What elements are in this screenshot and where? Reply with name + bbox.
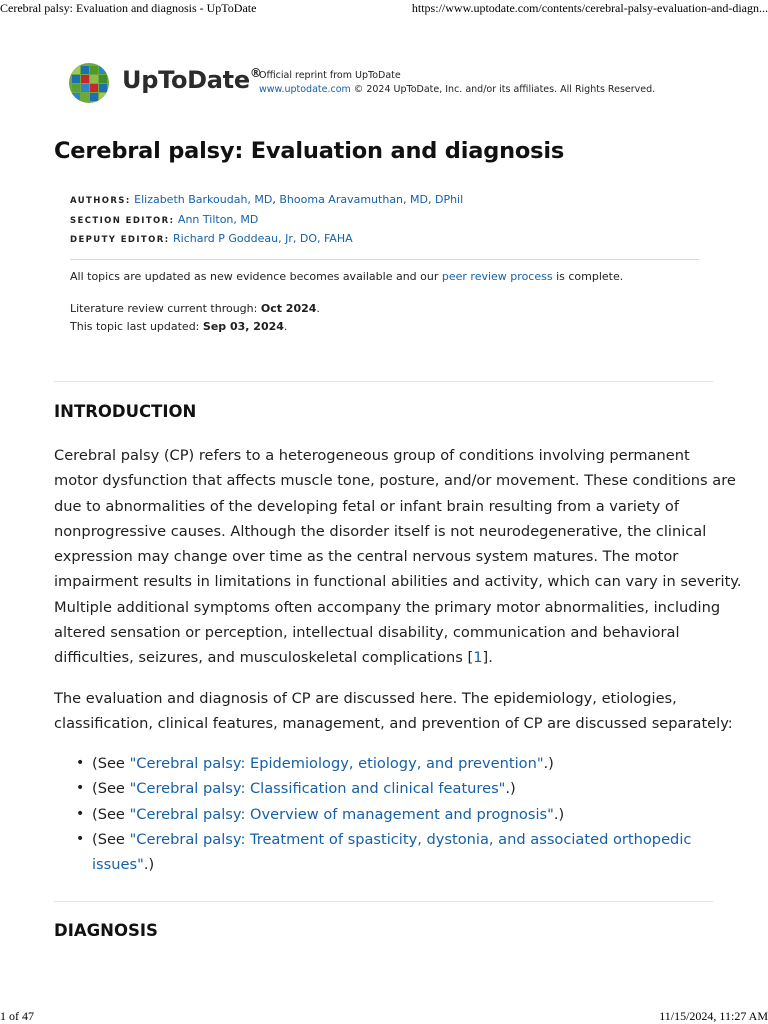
- paragraph-line: motor dysfunction that affects muscle tone, posture, and/or movement. These conditions are: [54, 472, 736, 490]
- section-divider: [54, 381, 713, 382]
- section-divider: [54, 901, 713, 902]
- last-updated-row: This topic last updated: Sep 03, 2024.: [70, 319, 288, 333]
- topic-title: Cerebral palsy: Evaluation and diagnosis: [54, 138, 565, 164]
- deputy-editor-row: [70, 230, 463, 250]
- related-topic-link[interactable]: "Cerebral palsy: Epidemiology, etiology, and prevention": [129, 755, 544, 772]
- see-suffix: .): [553, 805, 565, 823]
- authors-label: AUTHORS:: [70, 196, 131, 206]
- bullet: •: [76, 805, 85, 822]
- author-link[interactable]: Bhooma Aravamuthan, MD, DPhil: [279, 193, 464, 206]
- section-editor-label: SECTION EDITOR:: [70, 215, 175, 226]
- paragraph-text-end: ].: [482, 649, 493, 667]
- see-prefix: (See: [92, 830, 130, 848]
- print-datetime: 11/15/2024, 11:27 AM: [659, 1009, 768, 1023]
- paragraph-line: classification, clinical features, management, and prevention of CP are discussed separately:: [54, 715, 733, 733]
- introduction-paragraph-1: [54, 443, 742, 671]
- last-updated-date: Sep 03, 2024: [202, 319, 284, 333]
- reference-link[interactable]: 1: [473, 649, 483, 667]
- deputy-editor-label: DEPUTY EDITOR:: [70, 235, 170, 245]
- literature-review-row: Literature review current through: Oct 2024.: [70, 302, 320, 315]
- introduction-heading: INTRODUCTION: [54, 402, 197, 421]
- see-suffix: .): [505, 780, 516, 798]
- reprint-notice: [259, 69, 655, 97]
- logo-wordmark: UpToDate: [122, 66, 250, 94]
- introduction-paragraph-2: [54, 686, 733, 737]
- list-item: [54, 751, 714, 776]
- related-topic-link[interactable]: "Cerebral palsy: Overview of management and prognosis": [129, 805, 554, 823]
- copyright-text: © 2024 UpToDate, Inc. and/or its affiliates. All Rights Reserved.: [350, 84, 656, 95]
- author-link[interactable]: Elizabeth Barkoudah, MD: [134, 193, 273, 206]
- masthead: [68, 62, 708, 106]
- list-item: [54, 776, 714, 801]
- list-item: [54, 802, 714, 827]
- paragraph-line: altered sensation or perception, intellectual disability, communication and behavioral: [54, 624, 680, 642]
- section-editor-link[interactable]: Ann Tilton, MD: [177, 212, 259, 226]
- last-updated-label: This topic last updated:: [70, 319, 203, 333]
- related-topic-link[interactable]: "Cerebral palsy: Classification and clinical features": [129, 780, 506, 798]
- list-item: [54, 827, 714, 878]
- uptodate-site-link[interactable]: www.uptodate.com: [259, 84, 351, 95]
- paragraph-line: due to abnormalities of the developing fetal or infant brain resulting from a variety of: [54, 497, 679, 515]
- peer-review-link[interactable]: peer review process: [441, 270, 553, 283]
- see-also-list: [54, 751, 714, 877]
- paragraph-line: nonprogressive causes. Although the disorder itself is not neurodegenerative, the clinical: [54, 522, 707, 540]
- deputy-editor-link[interactable]: Richard P Goddeau, Jr, DO, FAHA: [173, 232, 353, 245]
- see-prefix: (See: [92, 805, 130, 823]
- paragraph-line: Cerebral palsy (CP) refers to a heterogeneous group of conditions involving permanent: [54, 447, 690, 464]
- paragraph-line-last: [54, 645, 714, 670]
- print-footer: [0, 1008, 768, 1024]
- diagnosis-heading: DIAGNOSIS: [54, 921, 158, 940]
- related-topic-link[interactable]: "Cerebral palsy: Treatment of spasticity, dystonia, and associated orthopedic issues": [92, 830, 692, 874]
- bullet: •: [76, 780, 85, 797]
- uptodate-logo-text: [122, 66, 262, 94]
- paragraph-line: expression may change over time as the central nervous system matures. The motor: [54, 548, 679, 566]
- paragraph-line: impairment results in limitations in functional abilities and activity, which can vary in severity.: [54, 573, 742, 591]
- see-suffix: .): [543, 755, 554, 772]
- paragraph-line: Multiple additional symptoms often accompany the primary motor abnormalities, including: [54, 598, 721, 616]
- print-page-title: Cerebral palsy: Evaluation and diagnosis - UpToDate: [0, 1, 257, 15]
- paragraph-line: The evaluation and diagnosis of CP are discussed here. The epidemiology, etiologies,: [54, 690, 677, 707]
- copyright-line: [259, 83, 655, 97]
- see-suffix: .): [143, 856, 155, 874]
- print-header: [0, 0, 768, 16]
- notice-text-end: is complete.: [552, 270, 624, 283]
- logo-registered-mark: ®: [249, 66, 262, 80]
- update-notice: [70, 268, 623, 285]
- literature-review-date: Oct 2024: [260, 302, 317, 315]
- section-editor-row: [70, 211, 463, 231]
- byline-divider: [70, 259, 699, 260]
- reprint-label: Official reprint from UpToDate: [259, 70, 401, 81]
- uptodate-logo-icon: [68, 62, 110, 104]
- literature-review-info: [70, 300, 320, 335]
- see-prefix: (See: [92, 780, 130, 798]
- byline: [70, 191, 463, 250]
- bullet: •: [76, 755, 85, 771]
- see-prefix: (See: [92, 755, 130, 772]
- paragraph-text: difficulties, seizures, and musculoskeletal complications [: [54, 649, 474, 667]
- authors-row: AUTHORS: Elizabeth Barkoudah, MD, Bhooma Aravamuthan, MD, DPhil: [70, 193, 464, 206]
- literature-review-label: Literature review current through:: [70, 302, 261, 315]
- print-page-url: https://www.uptodate.com/contents/cerebral-palsy-evaluation-and-diagn...: [411, 1, 768, 15]
- notice-text: All topics are updated as new evidence becomes available and our: [70, 270, 442, 283]
- page-counter: 1 of 47: [0, 1009, 34, 1023]
- bullet: •: [76, 830, 85, 847]
